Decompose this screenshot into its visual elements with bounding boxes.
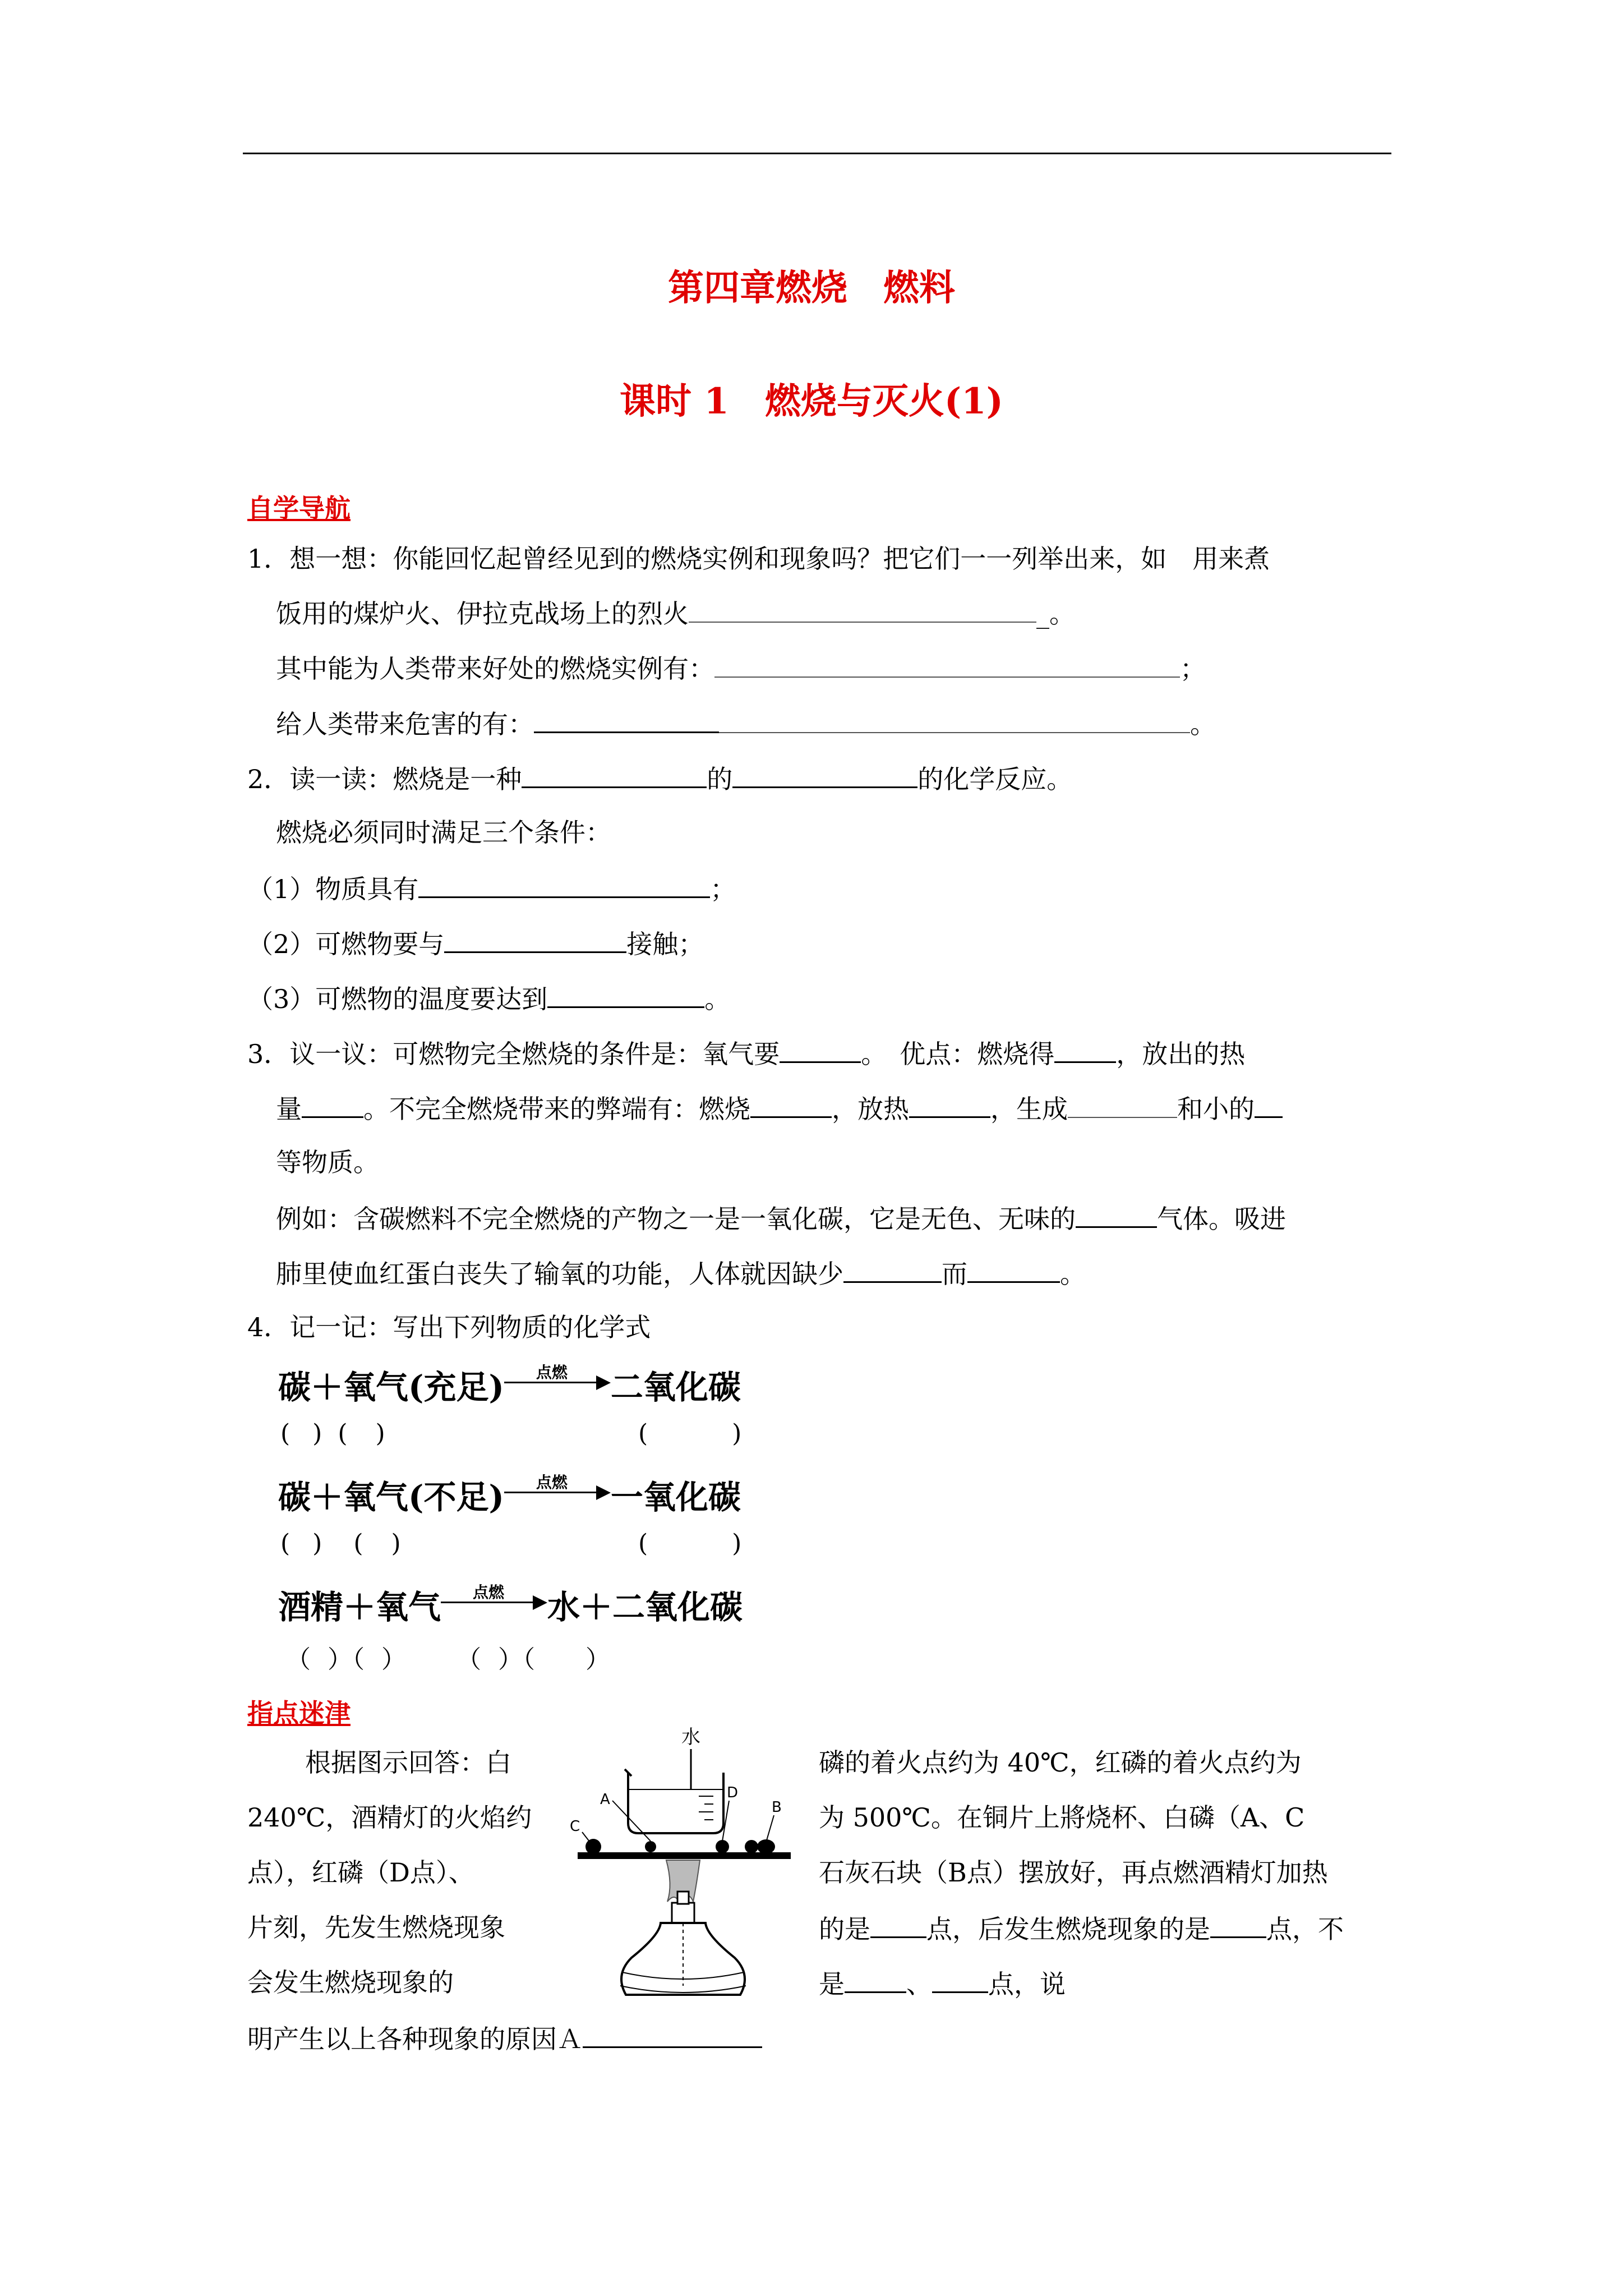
eq3-reactants: 酒精＋氧气: [278, 1588, 441, 1626]
q3-line5-text: 肺里使血红蛋白丧失了输氧的功能，人体就因缺少: [276, 1259, 843, 1289]
q3-blank-2[interactable]: [1054, 1036, 1116, 1063]
q2-line1: [247, 761, 1072, 796]
paren: （: [523, 1645, 535, 1674]
q5-r5-a: 是: [819, 1969, 845, 1999]
q3-line3: 等物质。: [276, 1147, 379, 1177]
q2-c1-blank[interactable]: [418, 871, 710, 898]
q5-right-line1: 磷的着火点约为 40℃，红磷的着火点约为: [819, 1747, 1302, 1778]
paren: ): [732, 1529, 742, 1558]
paren: （: [457, 1645, 481, 1674]
label-c: C: [570, 1818, 580, 1835]
paren: ): [312, 1419, 322, 1448]
q3-line5: [276, 1255, 1086, 1291]
q3-line2-e: 和小的: [1177, 1094, 1255, 1124]
q2-line1-text: 2．读一读：燃烧是一种: [247, 764, 522, 794]
q5-right-line2: 为 500℃。在铜片上將烧杯、白磷（A、C: [819, 1802, 1305, 1833]
q1-line4-text: 给人类带来危害的有：: [276, 709, 534, 739]
section-heading-self-study: 自学导航: [247, 493, 351, 523]
white-phosphorus-c: [585, 1839, 601, 1855]
q5-l6-text: 明产生以上各种现象的原因Ａ: [247, 2024, 583, 2054]
q3-line1-end: ，放出的热: [1116, 1039, 1246, 1069]
q1-line3: [276, 651, 1206, 685]
reaction-arrow: [441, 1583, 547, 1618]
q2-condition-3: [247, 981, 730, 1016]
q3-line5-end: 。: [1060, 1259, 1086, 1289]
eq2-reactants: 碳＋氧气(不足): [278, 1478, 504, 1516]
q5-blank-first[interactable]: [870, 1911, 926, 1938]
q3-line4-end: 气体。吸进: [1157, 1204, 1286, 1234]
q2-c3-end: 。: [704, 984, 731, 1014]
paren: ）: [498, 1645, 523, 1674]
q5-blank-later[interactable]: [1210, 1911, 1266, 1938]
eq1-formula-row: [280, 1419, 385, 1448]
q3-line1-text: 3．议一议：可燃物完全燃烧的条件是：氧气要: [247, 1039, 780, 1069]
q2-c3-blank[interactable]: [547, 981, 704, 1008]
equation-1: [278, 1361, 741, 1408]
q5-right-line3: 石灰石块（B点）摆放好，再点燃酒精灯加热: [819, 1857, 1328, 1888]
paren: ）: [381, 1645, 406, 1674]
paren: (: [353, 1529, 363, 1558]
chapter-title: 第四章燃烧 燃料: [668, 267, 955, 309]
q3-blank-3[interactable]: [302, 1091, 363, 1118]
q3-line2-d: ，生成: [990, 1094, 1068, 1124]
q2-line1-end: 的化学反应。: [917, 764, 1073, 794]
eq2-products: 一氧化碳: [610, 1478, 741, 1516]
q5-right-line5: [819, 1966, 1066, 2001]
q3-blank-7[interactable]: [1255, 1091, 1283, 1118]
q2-c3-text: （3）可燃物的温度要达到: [247, 984, 548, 1014]
q3-line1: [247, 1036, 1245, 1071]
q2-c1-text: （1）物质具有: [247, 874, 419, 904]
label-d: D: [727, 1784, 739, 1801]
eq1-products: 二氧化碳: [610, 1368, 741, 1406]
q1-line4-end: 。: [1190, 709, 1216, 739]
q2-line1-mid: 的: [707, 764, 733, 794]
q4-line1: 4．记一记：写出下列物质的化学式: [247, 1312, 651, 1342]
q1-blank-1[interactable]: [689, 596, 1036, 623]
q1-line3-end: ；: [1180, 654, 1206, 684]
reaction-arrow: [504, 1473, 611, 1508]
q3-line2-c: ，放热: [832, 1094, 909, 1124]
q1-line1: 1．想一想：你能回忆起曾经见到的燃烧实例和现象吗？把它们一一列举出来，如 用来煮: [247, 544, 1270, 574]
copper-plate: [578, 1852, 791, 1859]
paren: (: [338, 1419, 348, 1448]
q1-line4: [276, 706, 1216, 741]
eq2-formula-row: [280, 1529, 401, 1558]
q2-condition-2: [247, 926, 704, 961]
paren: (: [638, 1529, 648, 1558]
paren: ）: [585, 1645, 610, 1674]
q1-line2-end: _。: [1036, 599, 1075, 629]
q3-line2-text: 量: [276, 1094, 302, 1124]
q3-blank-8[interactable]: [1076, 1200, 1157, 1228]
eq2-product-formula: [638, 1529, 741, 1558]
beaker-icon: [628, 1773, 723, 1833]
paren: ): [312, 1529, 322, 1558]
q5-r4-c: 点，不: [1266, 1914, 1344, 1944]
paren: （: [286, 1645, 311, 1674]
arrow-label: 点燃: [536, 1473, 568, 1492]
red-phosphorus-d: [716, 1840, 729, 1853]
q2-blank-1[interactable]: [522, 761, 707, 788]
white-phosphorus-a: [645, 1841, 656, 1852]
q3-blank-10[interactable]: [967, 1255, 1060, 1283]
paren: ): [732, 1419, 742, 1448]
q5-blank-none2[interactable]: [932, 1966, 988, 1993]
paren: ）: [328, 1645, 352, 1674]
paren: (: [280, 1419, 291, 1448]
limestone-b: [745, 1840, 758, 1853]
q3-blank-5[interactable]: [909, 1091, 990, 1118]
q5-left-line4: 片刻，先发生燃烧现象: [247, 1912, 505, 1943]
q1-blank-3b[interactable]: [719, 706, 1190, 733]
q2-condition-1: [247, 871, 736, 906]
paren: (: [638, 1419, 648, 1448]
equation-3: [278, 1581, 743, 1628]
q5-left-line1: 根据图示回答：白: [305, 1747, 511, 1778]
q3-line1-mid: 。 优点：燃烧得: [861, 1039, 1055, 1069]
water-label: 水: [681, 1726, 700, 1749]
label-a: A: [600, 1791, 610, 1808]
eq3-products: 水＋二氧化碳: [547, 1588, 743, 1626]
paren: ): [391, 1529, 401, 1558]
q5-blank-none1[interactable]: [845, 1966, 906, 1993]
q3-blank-9[interactable]: [843, 1255, 942, 1283]
paren: (: [280, 1529, 291, 1558]
q3-line2: [276, 1091, 1283, 1126]
q5-left-line2: 240℃，酒精灯的火焰约: [247, 1802, 532, 1833]
eq3-formula-row: [286, 1639, 610, 1675]
equation-2: [278, 1471, 741, 1518]
q2-c2-text: （2）可燃物要与: [247, 929, 445, 959]
paren: ): [375, 1419, 385, 1448]
q2-c2-end: 接触；: [626, 929, 704, 959]
lesson-title: 课时 1 燃烧与灭火(1): [620, 380, 1003, 422]
q3-blank-1[interactable]: [780, 1036, 861, 1063]
q3-blank-4[interactable]: [750, 1091, 832, 1118]
q5-r5-c: 点，说: [988, 1969, 1066, 1999]
paren: （: [352, 1645, 365, 1674]
q3-line2-b: 。不完全燃烧带来的弊端有：燃烧: [363, 1094, 750, 1124]
q1-line2: [276, 596, 1075, 631]
q5-left-line3: 点），红磷（D点）、: [247, 1857, 474, 1888]
q3-line4-text: 例如：含碳燃料不完全燃烧的产物之一是一氧化碳，它是无色、无味的: [276, 1204, 1076, 1234]
reaction-arrow: [504, 1363, 611, 1398]
q1-blank-2[interactable]: [714, 651, 1180, 678]
q5-left-line5: 会发生燃烧现象的: [247, 1967, 454, 1998]
q2-c2-blank[interactable]: [444, 926, 626, 953]
q2-c1-end: ；: [710, 874, 736, 904]
q3-line5-mid: 而: [942, 1259, 967, 1289]
q1-line2-text: 饭用的煤炉火、伊拉克战场上的烈火: [276, 599, 689, 629]
section-heading-guidance: 指点迷津: [247, 1698, 351, 1728]
q2-blank-2[interactable]: [732, 761, 917, 788]
q3-blank-6[interactable]: [1068, 1091, 1177, 1118]
header-rule: [243, 153, 1391, 154]
arrow-label: 点燃: [536, 1363, 568, 1382]
q1-line3-text: 其中能为人类带来好处的燃烧实例有：: [276, 654, 714, 684]
label-b: B: [772, 1799, 782, 1816]
q1-blank-3a[interactable]: [534, 706, 719, 733]
eq1-reactants: 碳＋氧气(充足): [278, 1368, 504, 1406]
eq1-product-formula: [638, 1419, 741, 1448]
arrow-label: 点燃: [473, 1583, 505, 1602]
q2-line2: 燃烧必须同时满足三个条件：: [276, 817, 611, 848]
q3-line4: [276, 1200, 1286, 1236]
experiment-figure: [566, 1722, 802, 2036]
q5-r4-b: 点，后发生燃烧现象的是: [926, 1914, 1210, 1944]
q5-r4-a: 的是: [819, 1914, 870, 1944]
q5-right-line4: [819, 1911, 1344, 1946]
q5-r5-b: 、: [906, 1969, 932, 1999]
